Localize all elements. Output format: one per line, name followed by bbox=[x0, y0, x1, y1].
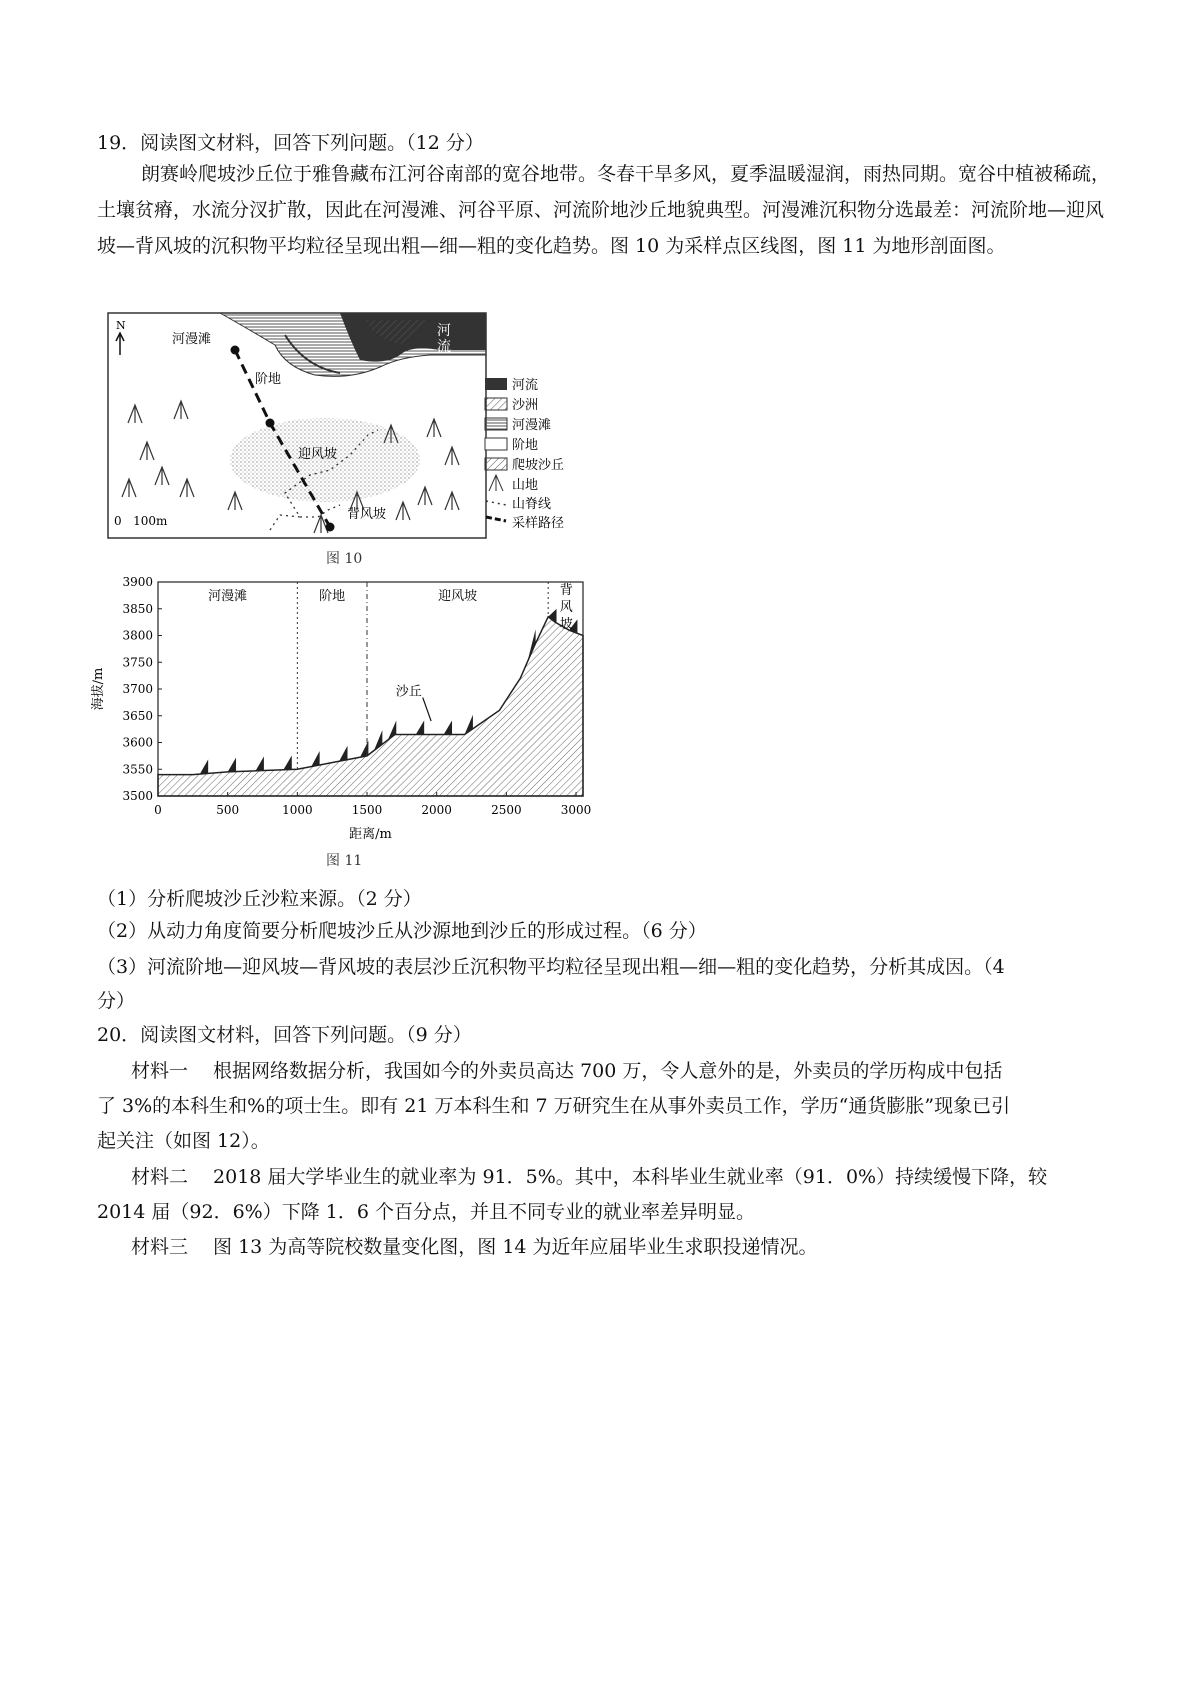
zone-label-leeward-char: 风 bbox=[559, 600, 573, 615]
q20-material-1-line2: 了 3%的本科生和%的项士生。即有 21 万本科生和 7 万研究生在从事外卖员工作，学历“通货膨胀”现象已引 bbox=[97, 1095, 1011, 1117]
x-tick-label: 500 bbox=[216, 803, 240, 817]
q20-heading: 20．阅读图文材料，回答下列问题。（9 分） bbox=[97, 1024, 472, 1046]
legend-ridge: 山脊线 bbox=[512, 497, 552, 512]
figure-11-caption: 图 11 bbox=[326, 853, 363, 869]
north-label: N bbox=[116, 319, 126, 332]
q20-material-3: 材料三 图 13 为高等院校数量变化图，图 14 为近年应届毕业生求职投递情况。 bbox=[131, 1236, 818, 1258]
q20-material-1-line3: 起关注（如图 12）。 bbox=[97, 1130, 270, 1152]
zone-label-leeward-char: 坡 bbox=[559, 617, 573, 632]
zone-label-terrace: 阶地 bbox=[319, 589, 346, 604]
figure-10-map bbox=[100, 305, 600, 545]
dune-mark bbox=[311, 751, 319, 767]
x-tick-label: 1500 bbox=[351, 803, 383, 817]
legend-terrace: 阶地 bbox=[512, 438, 539, 453]
q20-material-1-line1: 材料一 根据网络数据分析，我国如今的外卖员高达 700 万，令人意外的是，外卖员的学历构成中包括 bbox=[131, 1060, 1003, 1082]
q19-subquestion-2: （2）从动力角度简要分析爬坡沙丘从沙源地到沙丘的形成过程。（6 分） bbox=[97, 920, 707, 942]
zone-label-windward: 迎风坡 bbox=[438, 589, 478, 604]
q20-material-2-line1: 材料二 2018 届大学毕业生的就业率为 91．5%。其中，本科毕业生就业率（91．0%）持续缓慢下降，较 bbox=[131, 1166, 1048, 1188]
y-tick-label: 3550 bbox=[122, 762, 153, 777]
x-axis-title: 距离/m bbox=[349, 827, 392, 842]
dune-mark bbox=[228, 758, 236, 772]
map-legend bbox=[485, 377, 564, 531]
q19-subquestion-1: （1）分析爬坡沙丘沙粒来源。（2 分） bbox=[97, 888, 422, 910]
label-windward: 迎风坡 bbox=[298, 447, 338, 462]
label-leeward: 背风坡 bbox=[347, 507, 387, 522]
y-tick-label: 3650 bbox=[122, 708, 153, 723]
legend-mountain: 山地 bbox=[512, 478, 539, 493]
dune-mark bbox=[444, 720, 452, 734]
river-label-top: 河 bbox=[437, 323, 451, 339]
dune-mark bbox=[256, 757, 264, 771]
legend-climbing-dune: 爬坡沙丘 bbox=[512, 458, 565, 473]
scale-label: 0 100m bbox=[114, 514, 168, 528]
legend-floodplain: 河漫滩 bbox=[512, 418, 552, 433]
dune-mark bbox=[200, 759, 208, 774]
y-tick-label: 3600 bbox=[122, 735, 153, 750]
y-tick-label: 3900 bbox=[122, 575, 153, 589]
y-tick-label: 3750 bbox=[122, 655, 153, 670]
y-tick-label: 3700 bbox=[122, 682, 153, 696]
x-tick-label: 2500 bbox=[491, 803, 522, 817]
x-tick-label: 2000 bbox=[421, 803, 452, 817]
q19-subquestion-3: （3）河流阶地—迎风坡—背风坡的表层沙丘沉积物平均粒径呈现出粗—细—粗的变化趋势，分析其成因。（4 bbox=[97, 956, 1005, 978]
zone-label-leeward-char: 背 bbox=[559, 583, 573, 598]
label-floodplain: 河漫滩 bbox=[172, 332, 212, 347]
legend-sampling-path: 采样路径 bbox=[512, 516, 565, 531]
y-tick-label: 3500 bbox=[122, 789, 153, 803]
river-label-bottom: 流 bbox=[437, 339, 451, 355]
dune-arrow bbox=[423, 698, 431, 722]
y-axis-title: 海拔/m bbox=[91, 667, 106, 711]
y-tick-label: 3850 bbox=[122, 601, 153, 616]
dune-mark bbox=[283, 755, 291, 769]
legend-river: 河流 bbox=[512, 378, 539, 393]
figure-10-caption: 图 10 bbox=[326, 551, 363, 567]
dune-mark bbox=[416, 720, 424, 734]
figure-11-profile-chart bbox=[88, 574, 608, 844]
dune-label: 沙丘 bbox=[395, 684, 422, 700]
y-tick-label: 3800 bbox=[122, 628, 153, 643]
q19-heading: 19．阅读图文材料，回答下列问题。（12 分） bbox=[97, 132, 484, 154]
legend-sandbar: 沙洲 bbox=[512, 398, 539, 413]
terrain-profile-area bbox=[158, 617, 583, 796]
sample-point-end bbox=[326, 523, 335, 532]
x-tick-label: 1000 bbox=[282, 803, 313, 817]
q19-subquestion-3-cont: 分） bbox=[97, 990, 136, 1012]
q19-passage: 朗赛岭爬坡沙丘位于雅鲁藏布江河谷南部的宽谷地带。冬春干旱多风，夏季温暖湿润，雨热同期。宽谷中植被稀疏，土壤贫瘠，水流分汊扩散，因此在河漫滩、河谷平原、河流阶地沙丘地貌典型。河漫滩沉积物分选最差：河流阶地—迎风坡—背风坡的沉积物平均粒径呈现出粗—细—粗的变化趋势。图 10 为采样点区线图，图 11 为地形剖面图。 bbox=[97, 163, 1111, 257]
label-terrace: 阶地 bbox=[255, 372, 282, 387]
x-tick-label: 0 bbox=[154, 803, 162, 817]
dune-mark bbox=[339, 746, 347, 762]
x-tick-label: 3000 bbox=[560, 803, 592, 817]
sample-point-start bbox=[231, 346, 240, 355]
q20-material-2-line2: 2014 届（92．6%）下降 1．6 个百分点，并且不同专业的就业率差异明显。 bbox=[97, 1201, 755, 1223]
sample-point-mid bbox=[266, 419, 275, 428]
zone-label-floodplain: 河漫滩 bbox=[208, 589, 248, 604]
